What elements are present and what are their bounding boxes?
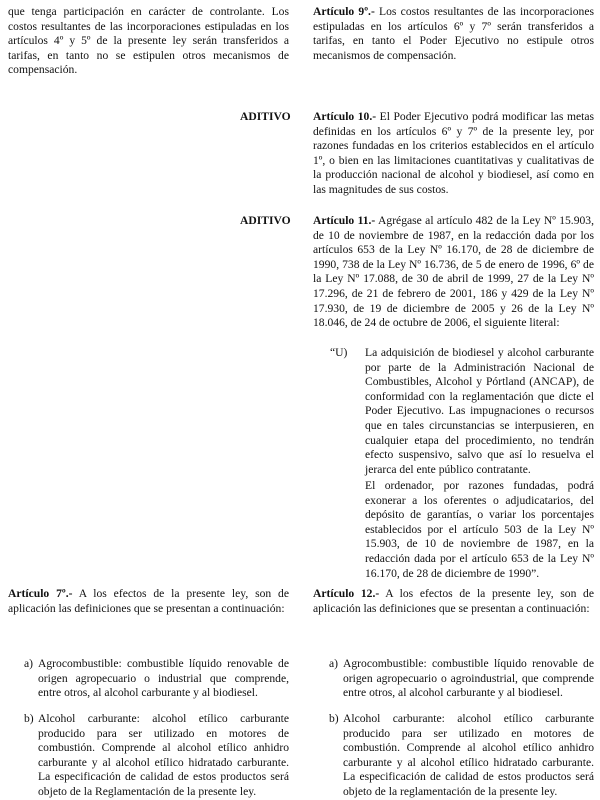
quote-paragraph-2 [365,479,594,581]
quote-paragraph-1 [365,346,594,477]
item-marker: a) [329,657,339,670]
item-text: Agrocombustible: combustible líquido renovable de origen agropecuario o agroindustrial, que comprende entre otros, al alcohol carburante y al biodiesel. [343,657,594,700]
article-7 [8,587,289,616]
article-10-text: El Poder Ejecutivo podrá modificar las metas definidas en los artículos 6º y 7º de la presente ley, por razones fundadas en los criterios establecidos en el artículo 1º, o bien en las limitaciones cuantitativas y cualitativas de la producción nacional de alcohol y biodiesel, así como en las magnitudes de sus costos. [313,110,594,196]
article-12-item-b [329,712,594,798]
article-11-text: Agrégase al artículo 482 de la Ley Nº 15.903, de 10 de noviembre de 1987, en la redacción dada por los artículos 653 de la Ley Nº 16.170, de 28 de diciembre de 1990, 738 de la Ley Nº 16.736, de 5 de enero de 1996, 6º de la Ley Nº 17.088, de 30 de abril de 1999, 27 de la Ley Nº 17.296, de 21 de febrero de 2001, 186 y 429 de la Ley Nº 17.930, de 19 de diciembre de 2005 y 26 de la Ley Nº 18.046, de 24 de octubre de 2006, el siguiente literal: [313,214,594,330]
quote-paragraph-2-text: El ordenador, por razones fundadas, podrá exonerar a los oferentes o adjudicatarios, del depósito de garantías, o variar los porcentajes establecidos por el artículo 503 de la Ley Nº 15.903, de 10 de noviembre de 1987, en la redacción dada por el artículo 653 de la Ley Nº 16.170, de 28 de diciembre de 1990”. [365,479,594,580]
article-12 [313,587,594,616]
article-11-heading: Artículo 11.- [313,214,376,227]
article-9 [313,5,594,63]
quote-paragraph-1-text: La adquisición de biodiesel y alcohol carburante por parte de la Administración Nacional de Combustibles, Alcohol y Pórtland (ANCAP), de conformidad con la reglamentación que dicte el Poder Ejecutivo. Las impugnaciones o recursos que en tales circunstancias se interpusieren, en cualquier etapa del procedimiento, no tendrán efecto suspensivo, salvo que así lo resuelva el jerarca del ente público contratante. [365,346,594,476]
article-9-paragraph [313,5,594,63]
article-9-heading: Artículo 9º.- [313,5,375,18]
article-7-text: A los efectos de la presente ley, son de aplicación las definiciones que se presentan a continuación: [8,587,289,615]
item-marker: b) [24,712,34,725]
item-text: Alcohol carburante: alcohol etílico carburante producido para ser utilizado en motores de combustión. Comprende al alcohol etílico anhidro carburante y al alcohol etílico hidratado carburante. La especificación de calidad de estos productos será objeto de la reglamentación de la presente ley. [343,712,594,798]
article-11 [313,214,594,331]
article-11-paragraph [313,214,594,331]
quote-marker: “U) [330,346,348,359]
article-10 [313,110,594,198]
article-7-item-b [24,712,289,798]
item-text: Alcohol carburante: alcohol etílico carburante producido para ser utilizado en motores de combustión. Comprende al alcohol etílico anhidro carburante y al alcohol etílico hidratado carburante. La especificación de calidad de estos productos será objeto de la Reglamentación de la presente ley. [38,712,289,798]
item-text: Agrocombustible: combustible líquido renovable de origen agropecuario o industrial que comprende, entre otros, al alcohol carburante y al biodiesel. [38,657,289,700]
aditivo-tag-article-10: ADITIVO [240,110,291,123]
article-9-text: Los costos resultantes de las incorporaciones estipuladas en los artículos 6º y 7º serán transferidos a tarifas, en tanto el Poder Ejecutivo no estipule otros mecanismos de compensación. [313,5,594,62]
item-marker: b) [329,712,339,725]
left-intro-text: que tenga participación en carácter de controlante. Los costos resultantes de las incorporaciones estipuladas en los artículos 4º y 5º de la presente ley serán transferidos a tarifas, en tanto no se estipulen otros mecanismos de compensación. [8,5,289,77]
article-12-heading: Artículo 12.- [313,587,380,600]
article-7-paragraph [8,587,289,616]
article-10-heading: Artículo 10.- [313,110,377,123]
article-12-paragraph [313,587,594,616]
aditivo-tag-article-11: ADITIVO [240,214,291,227]
item-marker: a) [24,657,34,670]
article-12-text: A los efectos de la presente ley, son de aplicación las definiciones que se presentan a continuación: [313,587,594,615]
left-intro-paragraph [8,5,289,78]
article-7-item-a [24,657,289,702]
article-10-paragraph [313,110,594,198]
article-12-item-a [329,657,594,702]
article-7-heading: Artículo 7º.- [8,587,73,600]
